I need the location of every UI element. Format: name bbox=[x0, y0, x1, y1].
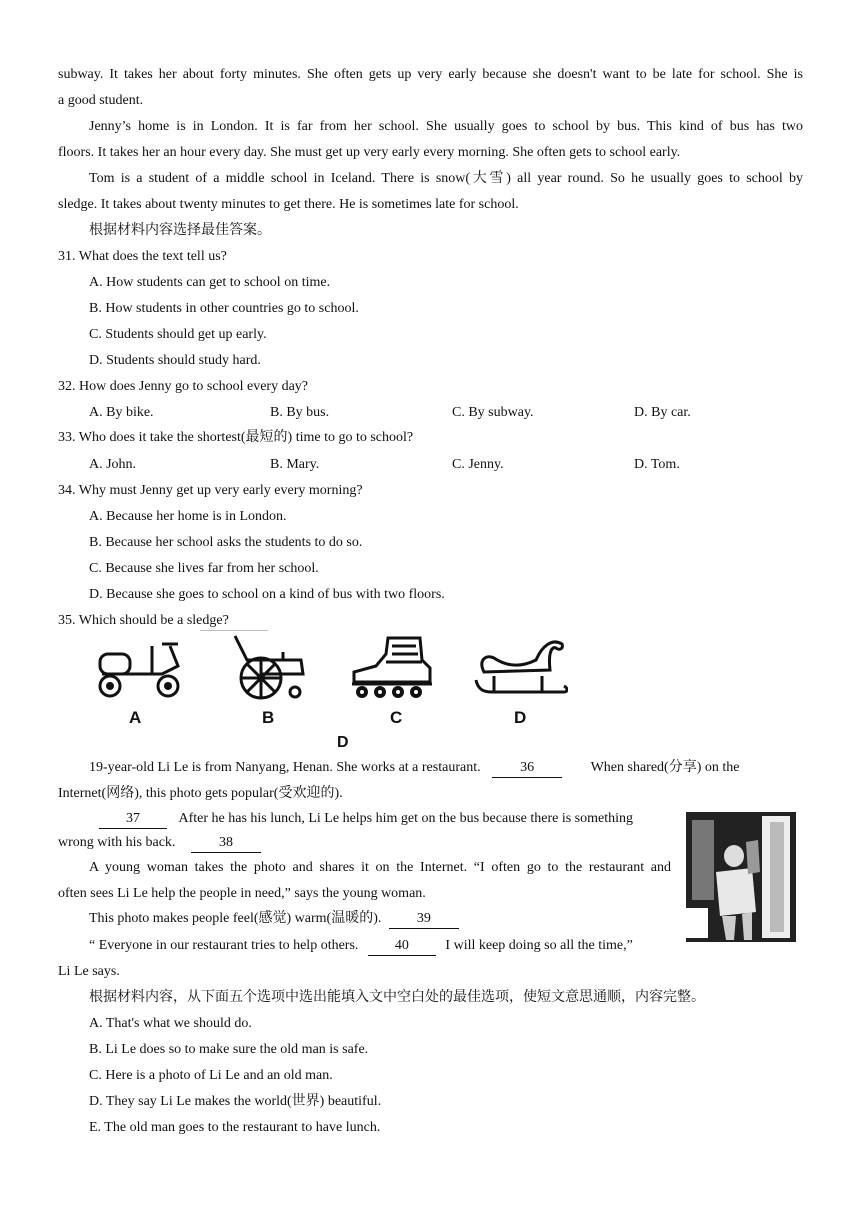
section-instruction: 根据材料内容选择最佳答案。 bbox=[89, 223, 271, 238]
picture-label: A bbox=[129, 708, 142, 727]
passage-line: subway. It takes her about forty minutes. She often gets up very early because she doesn't want to be late for school. She is bbox=[58, 67, 803, 82]
wheelchair-picture bbox=[227, 632, 309, 707]
answer-option: A. Because her home is in London. bbox=[89, 509, 287, 524]
roller-skate-picture bbox=[346, 634, 438, 705]
passage-line: Li Le says. bbox=[58, 964, 120, 979]
answer-option: A. By bike. bbox=[89, 405, 154, 420]
answer-option: B. By bus. bbox=[270, 405, 330, 420]
answer-blank[interactable]: 40 bbox=[368, 937, 436, 956]
answer-choice: C. Here is a photo of Li Le and an old man. bbox=[89, 1068, 333, 1083]
answer-option: D. Students should study hard. bbox=[89, 353, 261, 368]
passage-line: floors. It takes her an hour every day. She must get up very early every morning. She often gets to school early. bbox=[58, 145, 681, 160]
picture-label: D bbox=[514, 708, 527, 727]
answer-option: B. Mary. bbox=[270, 457, 320, 472]
answer-option: C. Because she lives far from her school. bbox=[89, 561, 319, 576]
passage-line: often sees Li Le help the people in need,” says the young woman. bbox=[58, 886, 426, 901]
passage-text: 19-year-old Li Le is from Nanyang, Henan. She works at a restaurant. bbox=[89, 760, 481, 775]
passage-text: After he has his lunch, Li Le helps him get on the bus because there is something bbox=[178, 811, 634, 826]
sledge-picture bbox=[472, 636, 568, 703]
passage-text: This photo makes people feel(感觉) warm(温暖的). bbox=[89, 911, 382, 926]
passage-line bbox=[58, 830, 670, 856]
scooter-picture bbox=[92, 636, 188, 707]
answer-option: C. By subway. bbox=[452, 405, 534, 420]
question-stem: 34. Why must Jenny get up very early every morning? bbox=[58, 483, 363, 498]
passage-text: “ Everyone in our restaurant tries to help others. bbox=[89, 938, 359, 953]
passage-line bbox=[89, 933, 674, 959]
answer-option: A. John. bbox=[89, 457, 137, 472]
answer-option: D. By car. bbox=[634, 405, 691, 420]
answer-option: D. Tom. bbox=[634, 457, 680, 472]
answer-choice: A. That's what we should do. bbox=[89, 1016, 252, 1031]
picture-label: C bbox=[390, 708, 403, 727]
question-stem: 33. Who does it take the shortest(最短的) time to go to school? bbox=[58, 430, 414, 445]
passage-text: I will keep doing so all the time,” bbox=[445, 938, 633, 953]
question-stem: 35. Which should be a sledge? bbox=[58, 613, 229, 628]
passage-line: a good student. bbox=[58, 93, 144, 108]
passage-text: When shared(分享) on the bbox=[590, 760, 740, 775]
answer-option: B. How students in other countries go to school. bbox=[89, 301, 359, 316]
answer-option: C. Jenny. bbox=[452, 457, 504, 472]
answer-choice: B. Li Le does so to make sure the old man is safe. bbox=[89, 1042, 369, 1057]
passage-line: Jenny’s home is in London. It is far from her school. She usually goes to school by bus. This kind of bus has two bbox=[89, 119, 803, 134]
passage-line bbox=[89, 755, 803, 781]
divider bbox=[200, 630, 268, 631]
passage-line: Internet(网络), this photo gets popular(受欢迎的). bbox=[58, 786, 343, 801]
answer-option: B. Because her school asks the students to do so. bbox=[89, 535, 363, 550]
answer-blank[interactable]: 38 bbox=[191, 834, 261, 853]
passage-text: wrong with his back. bbox=[58, 835, 176, 850]
passage-line: sledge. It takes about twenty minutes to get there. He is sometimes late for school. bbox=[58, 197, 519, 212]
answer-blank[interactable]: 36 bbox=[492, 759, 562, 778]
question-stem: 32. How does Jenny go to school every day? bbox=[58, 379, 309, 394]
passage-line: A young woman takes the photo and shares it on the Internet. “I often go to the restaurant and bbox=[89, 860, 671, 875]
answer-option: D. Because she goes to school on a kind of bus with two floors. bbox=[89, 587, 445, 602]
answer-blank[interactable]: 39 bbox=[389, 910, 459, 929]
picture-label: B bbox=[262, 708, 275, 727]
answer-option: C. Students should get up early. bbox=[89, 327, 267, 342]
question-stem: 31. What does the text tell us? bbox=[58, 249, 227, 264]
picture-options bbox=[90, 632, 580, 752]
photo-li-le-and-old-man bbox=[686, 812, 796, 942]
section-instruction: 根据材料内容，从下面五个选项中选出能填入文中空白处的最佳选项，使短文意思通顺，内容完整。 bbox=[89, 990, 705, 1005]
passage-line: Tom is a student of a middle school in Iceland. There is snow(大雪) all year round. So he usually goes to school by bbox=[89, 171, 803, 186]
stray-letter-mark: D bbox=[337, 734, 349, 751]
answer-choice: D. They say Li Le makes the world(世界) beautiful. bbox=[89, 1094, 382, 1109]
passage-line bbox=[99, 806, 671, 832]
answer-choice: E. The old man goes to the restaurant to have lunch. bbox=[89, 1120, 381, 1135]
answer-blank[interactable]: 37 bbox=[99, 810, 167, 829]
answer-option: A. How students can get to school on time. bbox=[89, 275, 331, 290]
